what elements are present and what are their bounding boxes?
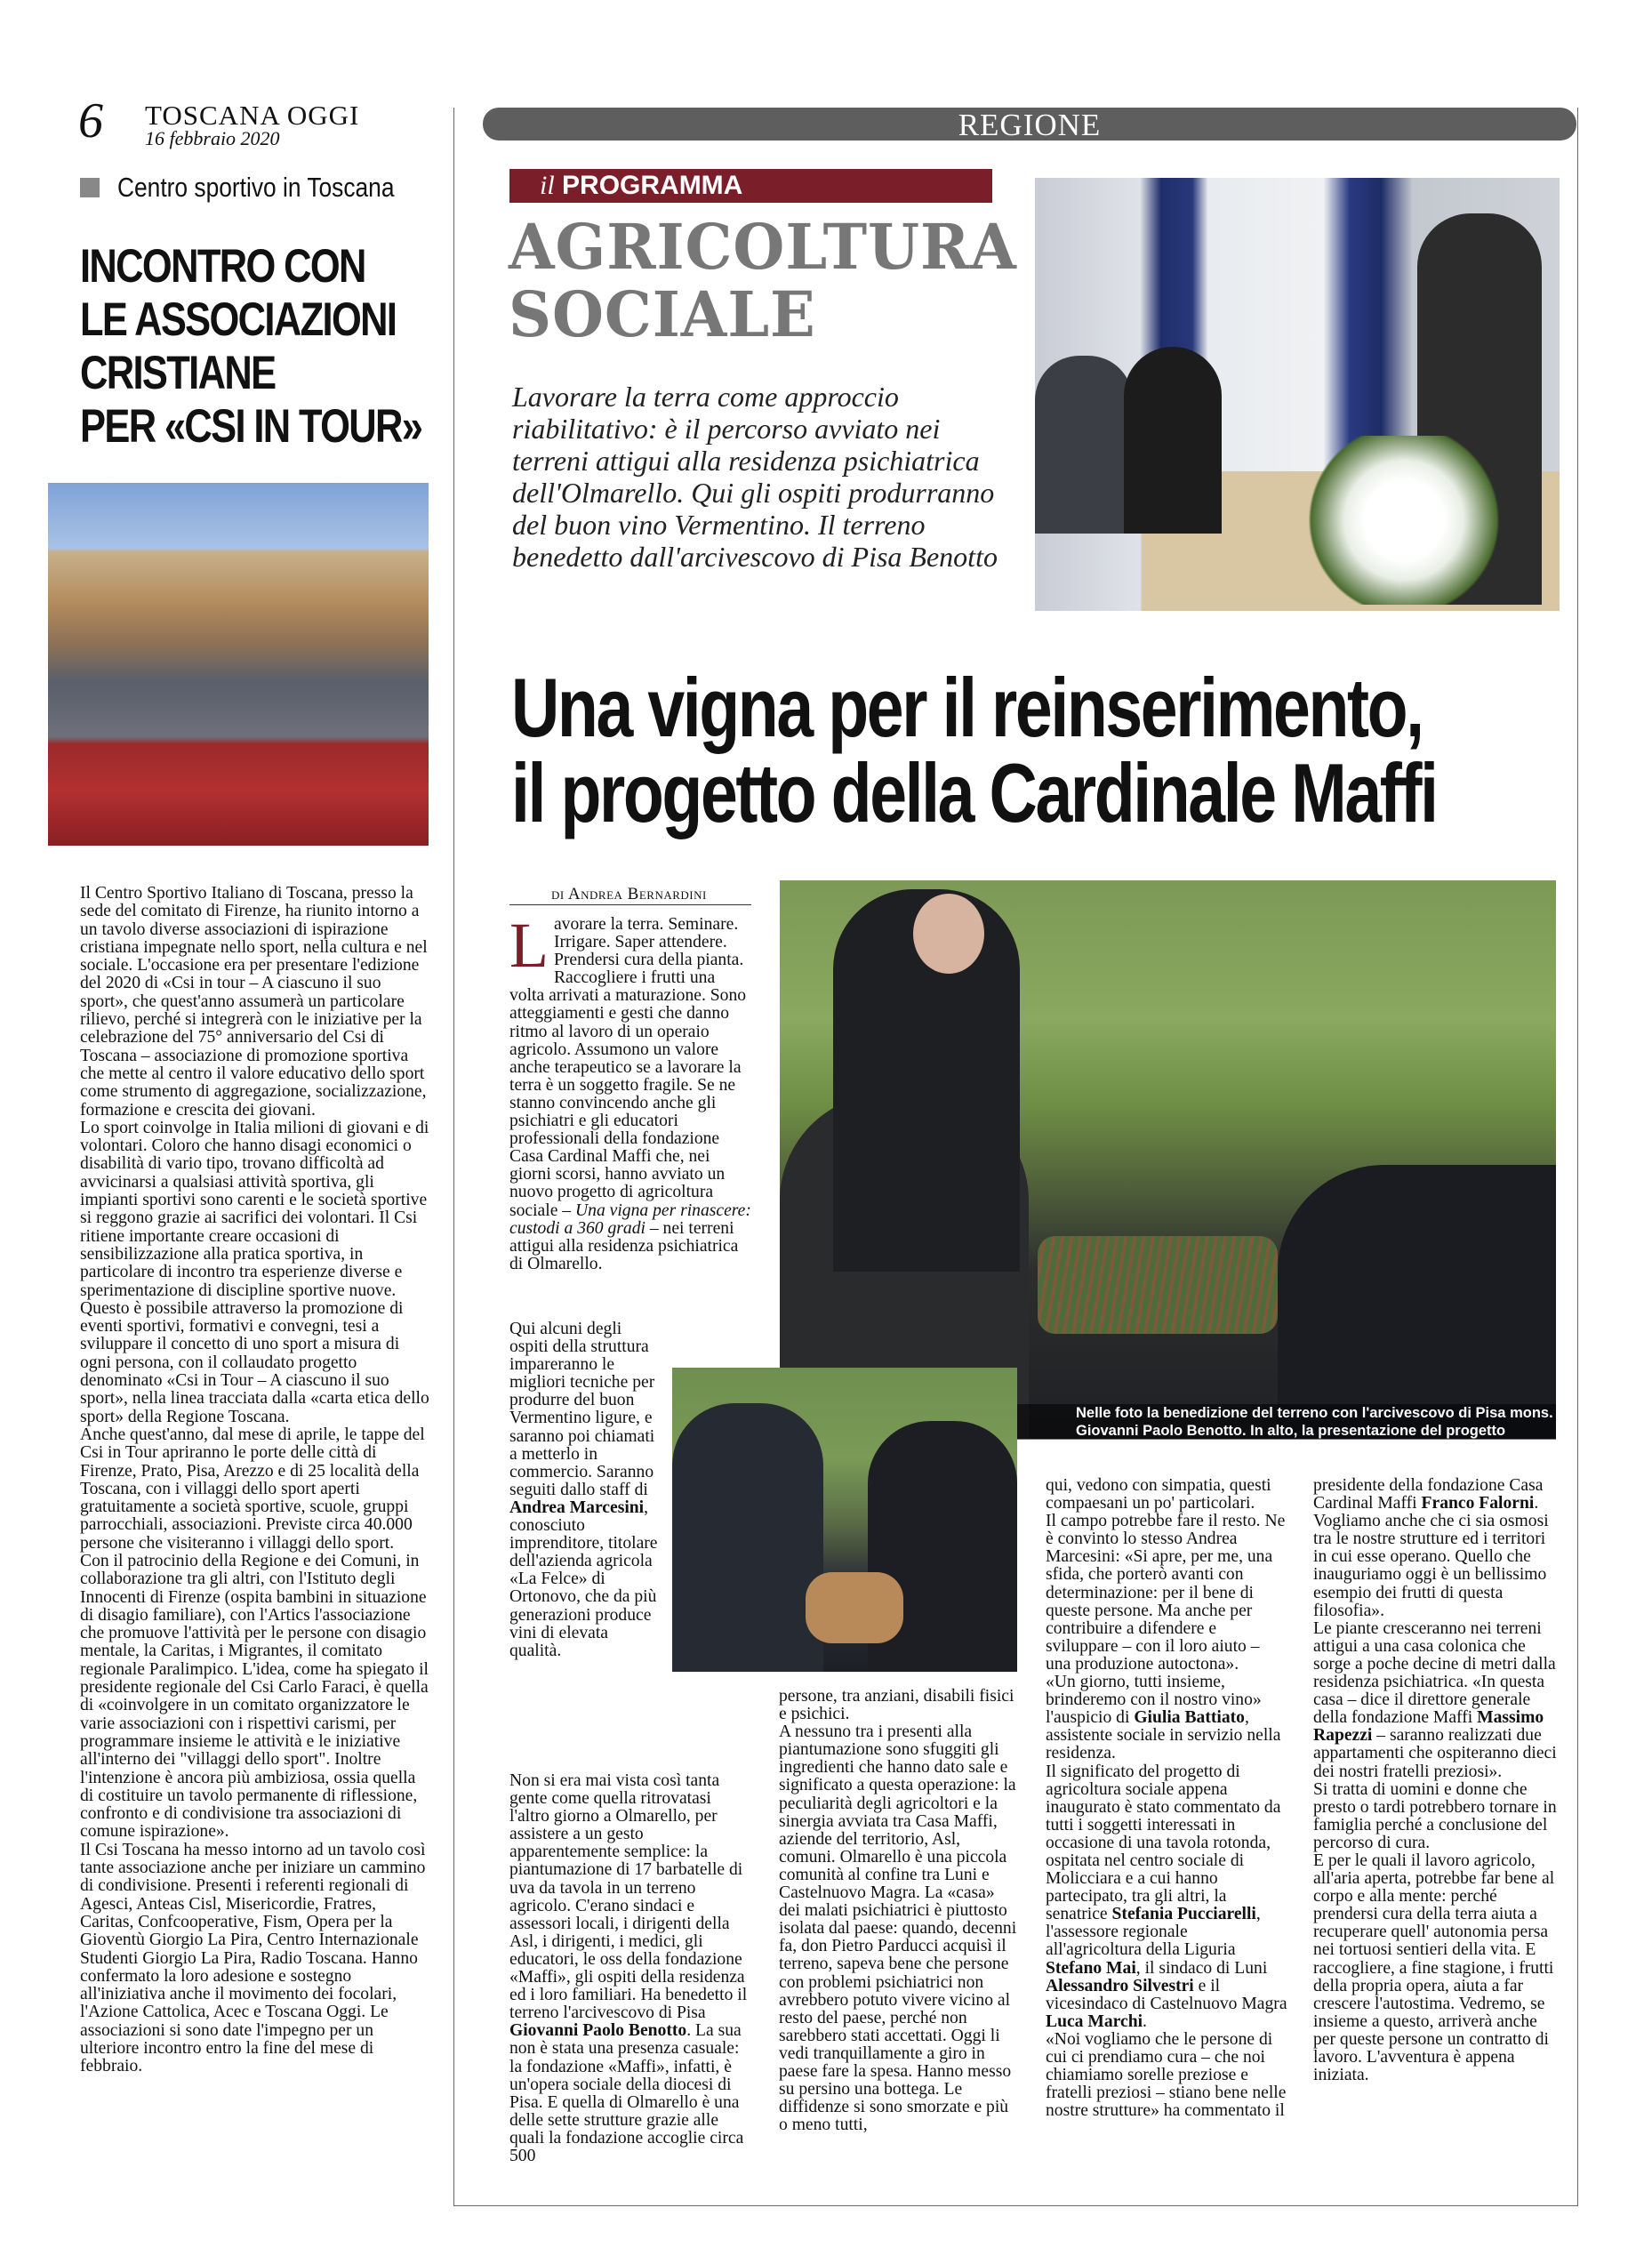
article-column-1-narrow [509,1321,661,1660]
main-headline-line: il progetto della Cardinale Maffi [511,746,1437,839]
section-marker-icon [80,178,100,197]
col3-text: , l'assessore regionale all'agricoltura della Liguria [1046,1905,1261,1960]
photo-person [672,1403,823,1672]
photo-person [1035,356,1133,534]
col1-text: . La sua non è stata una presenza casuale: la fondazione «Maffi», infatti, è un'opera sociale della diocesi di Pisa. E quella di Olmarello è una delle sette strutture grazie alle quali la fondazione accoglie circa 500 [509,2021,744,2165]
left-headline-line: CRISTIANE [80,347,276,399]
article-col1-bottom-para [509,1772,751,2165]
col3-text: e il vicesindaco di Castelnuovo Magra [1046,1976,1287,2013]
left-headline-line: LE ASSOCIAZIONI [80,293,397,346]
article-col3-para [1046,1477,1287,2120]
program-label [509,169,992,203]
photo-vine-cuttings [1038,1236,1278,1334]
article-col1-para [509,910,751,1273]
col4-bold: Massimo Rapezzi [1313,1708,1544,1746]
left-headline-line: PER «CSI IN TOUR» [80,400,422,453]
page-number: 6 [78,93,103,149]
col1-bold: Giovanni Paolo Benotto [509,2021,687,2041]
csi-event-photo [48,483,429,846]
article-col4-para [1313,1477,1558,2084]
col4-bold: Franco Falorni [1421,1494,1535,1513]
photo-person [1278,1165,1556,1439]
section-bar-regione: REGIONE [483,108,1576,140]
col3-text: , assistente sociale in servizio nella residenza. Il significato del progetto di agricoltura sociale appena inaugurato è stato commentato da tutti i soggetti interessati in occasione di una tavola rotonda, ospitata nel centro sociale di Molicciara e a cui hanno partecipato, tra gli altri, la senatrice [1046,1708,1281,1924]
photo-person [1124,347,1222,534]
byline-author: Andrea Bernardini [567,885,707,903]
col1-narrow-text: , conosciuto imprenditore, titolare dell'azienda agricola «La Felce» di Ortonovo, che da più generazioni produce vini di elevata qualità. [509,1497,658,1660]
photo-plant-package [806,1572,903,1643]
col1-italic: Una vigna per rinascere: custodi a 360 gradi [509,1200,751,1238]
col1-text: – nei terreni attigui alla residenza psichiatrica di Olmarello. [509,1218,739,1273]
byline-rule [509,904,751,905]
program-label-il: il [540,171,555,200]
col1-bold: Andrea Marcesini [509,1497,645,1517]
article-column-4 [1313,1477,1558,2084]
left-section-label: Centro sportivo in Toscana [117,172,395,203]
column-divider [453,108,454,2206]
article-col1-narrow-para [509,1321,661,1660]
col3-bold: Luca Marchi [1046,2011,1143,2031]
article-col2-text: persone, tra anziani, disabili fisici e psichici. A nessuno tra i presenti alla piantumazione sono sfuggiti gli ingredienti che hanno dato sale e significato a questa operazione: la peculiarità degli agricoltori e la sinergia avviata tra Casa Maffi, aziende del territorio, Asl, comuni. Olmarello è una piccola comunità al confine tra Luni e Castelnuovo Magra. La «casa» dei malati psichiatrici è piuttosto isolata dal paese: quando, decenni fa, don Pietro Parducci acquisì il terreno, sapeva bene che persone con problemi psichiatrici non avrebbero potuto vivere vicino al resto del paese, perché non sarebbero stati accettati. Oggi li vedi tranquillamente a giro in paese fare la spesa. Hanno messo su persino una bottega. Le diffidenze si sono smorzate e più o meno tutti, [779,1687,1017,2135]
left-article-text: Il Centro Sportivo Italiano di Toscana, presso la sede del comitato di Firenze, ha riunito intorno a un tavolo diverse associazioni di ispirazione cristiana impegnate nello sport, nella cultura e nel sociale. L'occasione era per presentare l'edizione del 2020 di «Csi in tour – A ciascuno il suo sport», che quest'anno assumerà un particolare rilievo, perché si integrerà con le iniziative per la celebrazione del 75° anniversario del Csi di Toscana – associazione di promozione sportiva che mette al centro il valore educativo dello sport come strumento di aggregazione, socializzazione, formazione e crescita dei giovani. Lo sport coinvolge in Italia milioni di giovani e di volontari. Coloro che hanno disagi economici o disabilità di vario tipo, trovano difficoltà ad avvicinarsi a qualsiasi attività sportiva, gli impianti sportivi sono carenti e le società sportive si reggono grazie ai sacrifici dei volontari. Il Csi ritiene importante creare occasioni di sensibilizzazione alla pratica sportiva, in particolare di incontro tra esperienze diverse e sperimentazione di discipline sportive nuove. Questo è possibile attraverso la promozione di eventi sportivi, formativi e convegni, tesi a sviluppare il concetto di uno sport a misura di ogni persona, con il collaudato progetto denominato «Csi in Tour – A ciascuno il suo sport», nella linea tracciata dalla «carta etica dello sport» della Regione Toscana. Anche quest'anno, dal mese di aprile, le tappe del Csi in Tour apriranno le porte delle città di Firenze, Prato, Pisa, Arezzo e di 25 località della Toscana, con i villaggi dello sport aperti gratuitamente a società sportive, scuole, gruppi parrocchiali, associazioni. Previste circa 40.000 persone che visiteranno i villaggi dello sport. Con il patrocinio della Regione e dei Comuni, in collaborazione tra gli altri, con l'Istituto degli Innocenti di Firenze (ospita bambini in situazione di disagio familiare), con l'Artics l'associazione che promuove l'attività per le persone con disagio mentale, la Caritas, i Migrantes, il comitato regionale Paralimpico. L'idea, come ha spiegato il presidente regionale del Csi Carlo Faraci, è quella di «coinvolgere in un comitato organizzatore le varie associazioni con i rispettivi carismi, per programmare insieme le attività e le iniziative all'interno dei "villaggi dello sport". Inoltre l'intenzione è ancora più ambiziosa, ossia quella di costituire un tavolo permanente di riflessione, confronto e di condivisione tra associazioni di comune ispirazione». Il Csi Toscana ha messo intorno ad un tavolo così tante associazione anche per iniziare un cammino di condivisione. Presenti i referenti regionali di Agesci, Anteas Cisl, Misericordie, Fratres, Caritas, Confcooperative, Fism, Opera per la Gioventù Giorgio La Pira, Centro Internazionale Studenti Giorgio La Pira, Radio Toscana. Hanno confermato la loro adesione e sostegno all'iniziativa anche il movimento dei focolari, l'Azione Cattolica, Acec e Toscana Oggi. Le associazioni si sono date l'impegno per un ulteriore incontro entro la fine del mese di febbraio. [80,884,429,2076]
photo-flowers [1302,436,1506,605]
presentation-photo [1035,178,1560,611]
col3-bold: Giulia Battiato [1134,1708,1245,1728]
byline-prefix: di [551,885,565,903]
col4-text: presidente della fondazione Casa Cardinal Maffi [1313,1476,1544,1513]
col4-text: – saranno realizzati due appartamenti che ospiteranno dieci dei nostri fratelli preziosi». Si tratta di uomini e donne che presto o tardi potrebbero tornare in famiglia perché a conclusione del percorso di cura. E per le quali il lavoro agricolo, all'aria aperta, potrebbe far bene al corpo e alla mente: perché prendersi cura della terra aiuta a recuperare quell' autonomia persa nei tortuosi sentieri della vita. E raccogliere, a fine stagione, i frutti della propria opera, aiuta a far crescere l'autostima. Vedremo, se insieme a questo, arriverà anche per queste persone un contratto di lavoro. L'avventura è appena iniziata. [1313,1726,1557,2085]
dropcap: L [509,910,549,981]
photo-caption: Nelle foto la benedizione del terreno con l'arcivescovo di Pisa mons. Giovanni Paolo Benotto. In alto, la presentazione del progetto [780,1404,1556,1440]
article-column-2 [779,1688,1019,2134]
blessing-photo [780,880,1556,1439]
program-title-line: AGRICOLTURA [509,210,1017,284]
left-headline-line: INCONTRO CON [80,240,365,293]
left-headline [80,240,422,454]
program-title-line: SOCIALE [509,277,816,351]
col1-text: Non si era mai vista così tanta gente come quella ritrovatasi l'altro giorno a Olmarello, per assistere a un gesto apparentemente semplice: la piantumazione di 17 barbatelle di uva da tavola in un terreno agricolo. C'erano sindaci e assessori locali, i dirigenti della Asl, i dirigenti, i medici, gli educatori, le oss della fondazione «Maffi», gli ospiti della residenza ed i loro familiari. Ha benedetto il terreno l'arcivescovo di Pisa [509,1771,748,2023]
newspaper-name: TOSCANA OGGI [145,100,360,131]
bottom-border [453,2205,1578,2206]
col3-bold: Stefania Pucciarelli [1111,1905,1256,1924]
program-lead: Lavorare la terra come approccio riabilitativo: è il percorso avviato nei terreni attigui alla residenza psichiatrica dell'Olmarello. Qui gli ospiti produrranno del buon vino Vermentino. Il terreno benedetto dall'arcivescovo di Pisa Benotto [512,381,998,573]
article-column-3 [1046,1477,1287,2120]
byline [551,885,707,904]
program-title [509,210,1017,351]
photo-head [913,894,984,974]
col3-text: , il sindaco di Luni [1135,1958,1268,1978]
col3-text: . «Noi vogliamo che le persone di cui ci prendiamo cura – che noi chiamiamo sorelle preziose e fratelli preziosi – stiano bene nelle nostre strutture» ha commentato il [1046,2011,1287,2121]
main-headline [511,661,1437,839]
col3-bold: Alessandro Silvestri [1046,1976,1194,1995]
program-label-text: PROGRAMMA [562,171,743,200]
left-article-body [80,885,431,2076]
article-column-1 [509,910,751,1273]
main-headline-line: Una vigna per il reinserimento, [511,661,1423,754]
col1-narrow-text: Qui alcuni degli ospiti della struttura impareranno le migliori tecniche per produrre del buon Vermentino ligure, e saranno poi chiamati a metterlo in commercio. Saranno seguiti dallo staff di [509,1320,655,1499]
col3-text: qui, vedono con simpatia, questi compaesani un po' particolari. Il campo potrebbe fare il resto. Ne è convinto lo stesso Andrea Marcesini: «Si apre, per me, una sfida, che porterò avanti con determinazione: per il bene di queste persone. Ma anche per contribuire a difendere e sviluppare – con il loro aiuto – una produzione autoctona». «Un giorno, tutti insieme, brinderemo con il nostro vino» l'auspicio di [1046,1476,1286,1728]
col1-text: avorare la terra. Seminare. Irrigare. Saper attendere. Prendersi cura della pianta. Raccogliere i frutti una volta arrivati a maturazione. Sono atteggiamenti e gesti che danno ritmo al lavoro di un operaio agricolo. Assumono un valore anche terapeutico se a lavorare la terra è un soggetto fragile. Se ne stanno convincendo anche gli psichiatri e gli educatori professionali della fondazione Casa Cardinal Maffi che, nei giorni scorsi, hanno avviato un nuovo progetto di agricoltura sociale – [509,915,747,1220]
col3-bold: Stefano Mai [1046,1958,1136,1978]
col4-text: . Vogliamo anche che ci sia osmosi tra le nostre strutture ed i territori in cui esse operano. Quello che inauguriamo oggi è un bellissimo esempio dei frutti di questa filosofia». Le piante cresceranno nei terreni attigui a una casa colonica che sorge a poche decine di metri dalla residenza psichiatrica. «In questa casa – dice il direttore generale della fondazione Maffi [1313,1494,1556,1728]
plant-photo [672,1368,1017,1672]
right-border [1577,108,1578,2206]
article-column-1-bottom [509,1772,751,2165]
issue-date: 16 febbraio 2020 [145,127,280,149]
